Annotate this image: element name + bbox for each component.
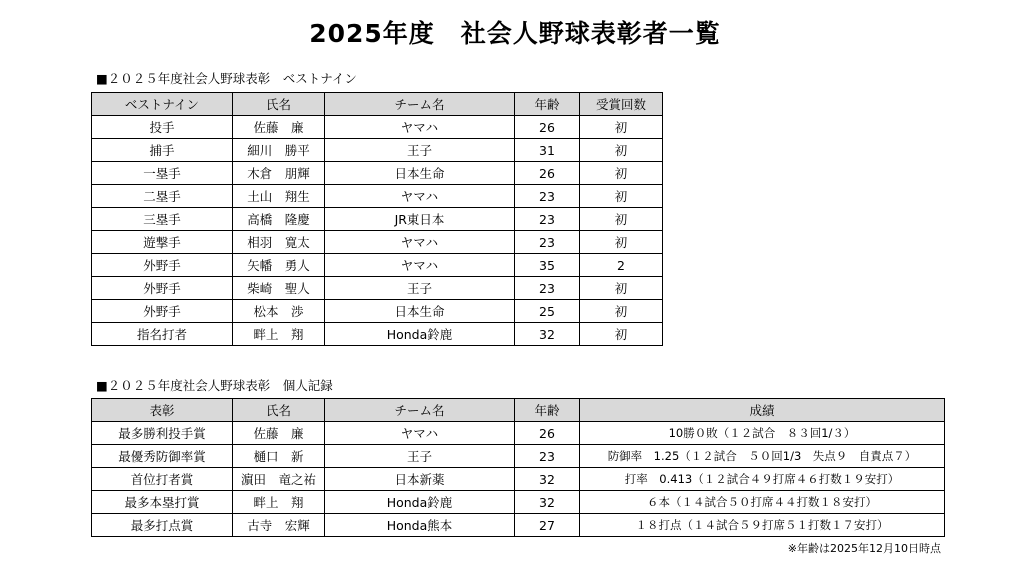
team-cell: 日本新薬 <box>325 468 515 491</box>
team-cell: ヤマハ <box>325 254 515 277</box>
page-title: 2025年度 社会人野球表彰者一覧 <box>309 19 721 48</box>
best-nine-heading: ■２０２５年度社会人野球表彰 ベストナイン <box>96 71 357 86</box>
stats-cell: １８打点（１４試合５９打席５１打数１７安打） <box>580 514 945 537</box>
team-cell: JR東日本 <box>325 208 515 231</box>
table-row <box>92 277 663 300</box>
position-cell: 指名打者 <box>92 323 233 346</box>
position-cell: 外野手 <box>92 277 233 300</box>
age-cell: 23 <box>515 445 580 468</box>
age-cell: 27 <box>515 514 580 537</box>
age-cell: 32 <box>515 323 580 346</box>
age-cell: 26 <box>515 162 580 185</box>
award-count-cell: 初 <box>580 231 663 254</box>
age-cell: 23 <box>515 231 580 254</box>
award-cell: 最多勝利投手賞 <box>92 422 233 445</box>
team-cell: Honda鈴鹿 <box>325 323 515 346</box>
table-row <box>92 468 945 491</box>
table-row <box>92 139 663 162</box>
column-header: 年齢 <box>515 399 580 422</box>
team-cell: Honda鈴鹿 <box>325 491 515 514</box>
table-row <box>92 254 663 277</box>
age-footnote: ※年齢は2025年12月10日時点 <box>787 542 941 555</box>
team-cell: ヤマハ <box>325 422 515 445</box>
position-cell: 外野手 <box>92 300 233 323</box>
table-row <box>92 116 663 139</box>
award-cell: 最優秀防御率賞 <box>92 445 233 468</box>
team-cell: 日本生命 <box>325 300 515 323</box>
position-cell: 遊撃手 <box>92 231 233 254</box>
player-name-cell: 畔上 翔 <box>233 323 325 346</box>
column-header: 氏名 <box>233 399 325 422</box>
age-cell: 23 <box>515 277 580 300</box>
stats-cell: 10勝０敗（１２試合 ８３回1/３） <box>580 422 945 445</box>
award-cell: 最多打点賞 <box>92 514 233 537</box>
player-name-cell: 相羽 寛太 <box>233 231 325 254</box>
player-name-cell: 樋口 新 <box>233 445 325 468</box>
column-header: 年齢 <box>515 93 580 116</box>
column-header: 受賞回数 <box>580 93 663 116</box>
player-name-cell: 木倉 朋輝 <box>233 162 325 185</box>
age-cell: 25 <box>515 300 580 323</box>
individual-records-heading: ■２０２５年度社会人野球表彰 個人記録 <box>96 378 333 393</box>
award-count-cell: 初 <box>580 162 663 185</box>
player-name-cell: 濵田 竜之祐 <box>233 468 325 491</box>
award-count-cell: 初 <box>580 208 663 231</box>
age-cell: 26 <box>515 422 580 445</box>
column-header: 成績 <box>580 399 945 422</box>
age-cell: 23 <box>515 185 580 208</box>
best-nine-table <box>91 92 663 346</box>
stats-cell: 防御率 1.25（１２試合 ５０回1/3 失点９ 自責点７） <box>580 445 945 468</box>
table-row <box>92 231 663 254</box>
player-name-cell: 松本 渉 <box>233 300 325 323</box>
column-header: ベストナイン <box>92 93 233 116</box>
player-name-cell: 畔上 翔 <box>233 491 325 514</box>
table-row <box>92 323 663 346</box>
player-name-cell: 佐藤 廉 <box>233 116 325 139</box>
age-cell: 23 <box>515 208 580 231</box>
player-name-cell: 矢幡 勇人 <box>233 254 325 277</box>
table-row <box>92 514 945 537</box>
team-cell: ヤマハ <box>325 185 515 208</box>
player-name-cell: 土山 翔生 <box>233 185 325 208</box>
age-cell: 35 <box>515 254 580 277</box>
position-cell: 外野手 <box>92 254 233 277</box>
player-name-cell: 佐藤 廉 <box>233 422 325 445</box>
award-cell: 最多本塁打賞 <box>92 491 233 514</box>
table-row <box>92 300 663 323</box>
team-cell: ヤマハ <box>325 116 515 139</box>
age-cell: 32 <box>515 468 580 491</box>
table-row <box>92 185 663 208</box>
team-cell: 王子 <box>325 139 515 162</box>
column-header: 表彰 <box>92 399 233 422</box>
age-cell: 32 <box>515 491 580 514</box>
table-row <box>92 422 945 445</box>
team-cell: 王子 <box>325 445 515 468</box>
table-row <box>92 445 945 468</box>
team-cell: 王子 <box>325 277 515 300</box>
table-row <box>92 162 663 185</box>
table-row <box>92 491 945 514</box>
position-cell: 一塁手 <box>92 162 233 185</box>
column-header: 氏名 <box>233 93 325 116</box>
award-count-cell: 2 <box>580 254 663 277</box>
player-name-cell: 柴崎 聖人 <box>233 277 325 300</box>
team-cell: 日本生命 <box>325 162 515 185</box>
team-cell: Honda熊本 <box>325 514 515 537</box>
age-cell: 26 <box>515 116 580 139</box>
award-cell: 首位打者賞 <box>92 468 233 491</box>
column-header: チーム名 <box>325 399 515 422</box>
award-count-cell: 初 <box>580 323 663 346</box>
stats-cell: ６本（１４試合５０打席４４打数１８安打） <box>580 491 945 514</box>
player-name-cell: 古寺 宏輝 <box>233 514 325 537</box>
table-header-row <box>92 399 945 422</box>
player-name-cell: 高橋 隆慶 <box>233 208 325 231</box>
position-cell: 捕手 <box>92 139 233 162</box>
player-name-cell: 細川 勝平 <box>233 139 325 162</box>
team-cell: ヤマハ <box>325 231 515 254</box>
table-row <box>92 208 663 231</box>
table-header-row <box>92 93 663 116</box>
position-cell: 三塁手 <box>92 208 233 231</box>
award-count-cell: 初 <box>580 277 663 300</box>
award-count-cell: 初 <box>580 116 663 139</box>
award-count-cell: 初 <box>580 185 663 208</box>
position-cell: 二塁手 <box>92 185 233 208</box>
position-cell: 投手 <box>92 116 233 139</box>
column-header: チーム名 <box>325 93 515 116</box>
award-count-cell: 初 <box>580 300 663 323</box>
stats-cell: 打率 0.413（１２試合４９打席４６打数１９安打） <box>580 468 945 491</box>
individual-records-table <box>91 398 945 537</box>
age-cell: 31 <box>515 139 580 162</box>
award-count-cell: 初 <box>580 139 663 162</box>
